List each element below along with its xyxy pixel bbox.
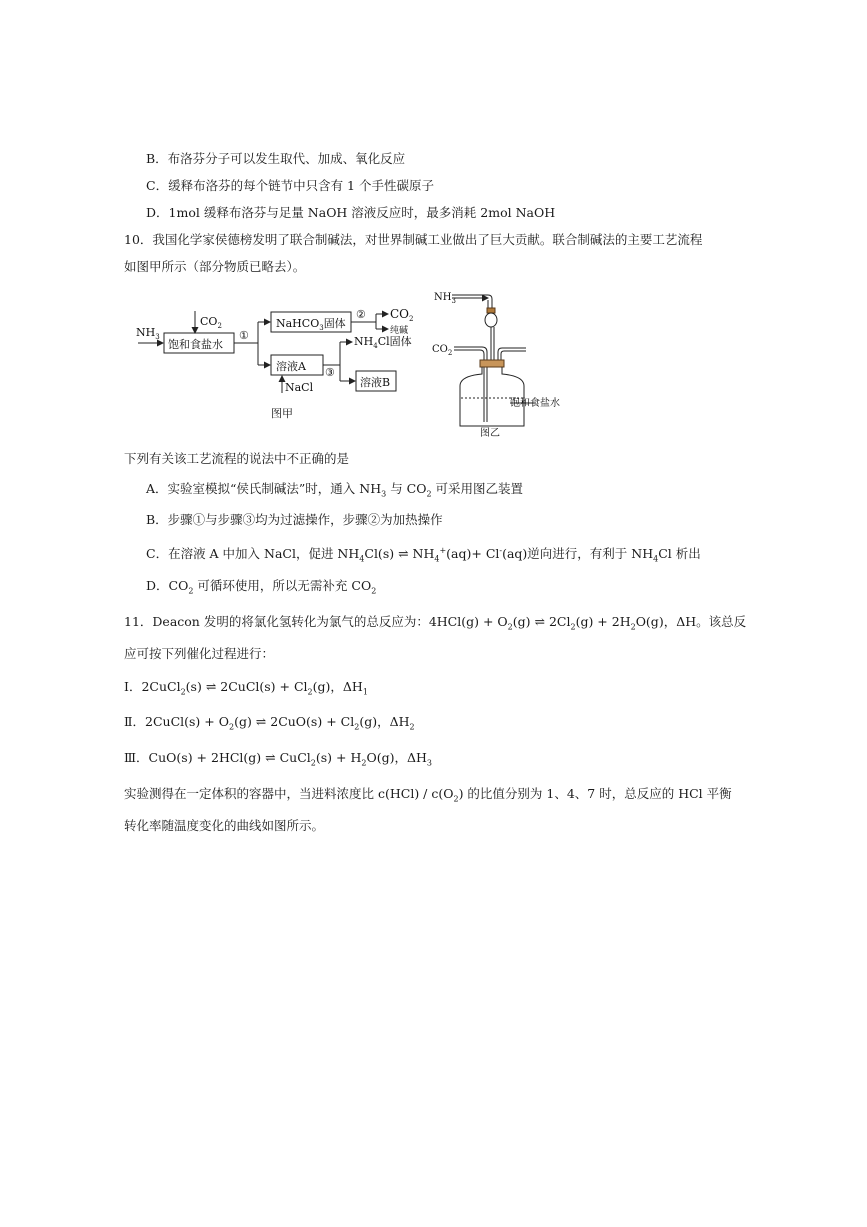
q9-option-d: D．1mol 缓释布洛芬与足量 NaOH 溶液反应时，最多消耗 2mol NaOH (146, 205, 556, 220)
q10-option-b: B．步骤①与步骤③均为过滤操作，步骤②为加热操作 (146, 512, 443, 527)
q9-option-b: B．布洛芬分子可以发生取代、加成、氧化反应 (146, 151, 406, 166)
yi-brine-label: 饱和食盐水 (510, 398, 560, 409)
q11-reaction-1: Ⅰ．2CuCl$_2$(s) ⇌ 2CuCl(s) + $Cl_2(g)$，$\Delta H_1$ (124, 679, 368, 697)
q11-experiment-line2: 转化率随温度变化的曲线如图所示。 (124, 818, 325, 833)
jia-nh3-label: $NH_3$ (136, 326, 160, 341)
jia-nahco3-box-label: NaHCO$_3$固体 (276, 317, 346, 332)
jia-co2-label: $CO_2$ (200, 315, 222, 330)
jia-solution-a-label: 溶液A (276, 360, 306, 373)
jia-solution-b-label: 溶液B (360, 376, 391, 389)
q11-stem-line1: 11．Deacon 发明的将氯化氢转化为氯气的总反应为：$4HCl(g) + O_2(g)$ ⇌ $2Cl_2(g) + 2H_2O(g)$，ΔH。该总反 (124, 614, 747, 632)
jia-step3-label: ③ (325, 366, 335, 379)
jia-step2-label: ② (356, 308, 366, 321)
jia-brine-box-label: 饱和食盐水 (168, 338, 223, 351)
q10-option-a: A．实验室模拟“侯氏制碱法”时，通入 $NH_3$ 与 $CO_2$ 可采用图乙装置 (146, 481, 524, 499)
q11-experiment-line1: 实验测得在一定体积的容器中，当进料浓度比 $c(HCl) / c(O_2)$ 的比值分别为 1、4、7 时，总反应的 HCl 平衡 (124, 786, 732, 804)
figure-yi-apparatus (430, 286, 590, 438)
q10-option-d: D．$CO_2$ 可循环使用，所以无需补充 $CO_2$ (146, 578, 377, 596)
yi-nh3-label: $NH_3$ (434, 292, 456, 305)
q11-reaction-2: Ⅱ．2CuCl(s) + $O_2(g)$ ⇌ $2CuO(s) + Cl_2(g)$，$\Delta H_2$ (124, 714, 415, 732)
jia-caption: 图甲 (271, 407, 293, 420)
yi-caption: 图乙 (480, 428, 500, 438)
jia-nacl-label: NaCl (285, 381, 314, 394)
q10-question: 下列有关该工艺流程的说法中不正确的是 (124, 451, 350, 466)
jia-product-soda-label: 纯碱 (390, 326, 409, 336)
jia-nh4cl-label: $NH_4Cl$固体 (354, 335, 412, 350)
jia-step1-label: ① (239, 329, 249, 342)
q10-option-c: C．在溶液 A 中加入 NaCl，促进 $NH_4Cl(s)$ ⇌ $NH_4^+(aq)+ Cl^-(aq)$逆向进行，有利于 $NH_4Cl$ 析出 (146, 546, 701, 564)
q9-option-c: C．缓释布洛芬的每个链节中只含有 1 个手性碳原子 (146, 178, 434, 193)
q10-stem-line1: 10．我国化学家侯德榜发明了联合制碱法，对世界制碱工业做出了巨大贡献。联合制碱法的主要工艺流程 (124, 232, 703, 247)
yi-co2-label: $CO_2$ (432, 344, 453, 357)
q11-reaction-3: Ⅲ．CuO(s) + 2HCl(g) ⇌ CuCl$_2$(s) + $H_2O(g)$，$\Delta H_3$ (124, 750, 432, 768)
figure-jia-flowchart (130, 290, 430, 425)
q11-stem-line2: 应可按下列催化过程进行： (124, 646, 275, 661)
jia-product-co2-label: $CO_2$ (390, 307, 414, 323)
q10-stem-line2: 如图甲所示（部分物质已略去）。 (124, 259, 306, 274)
